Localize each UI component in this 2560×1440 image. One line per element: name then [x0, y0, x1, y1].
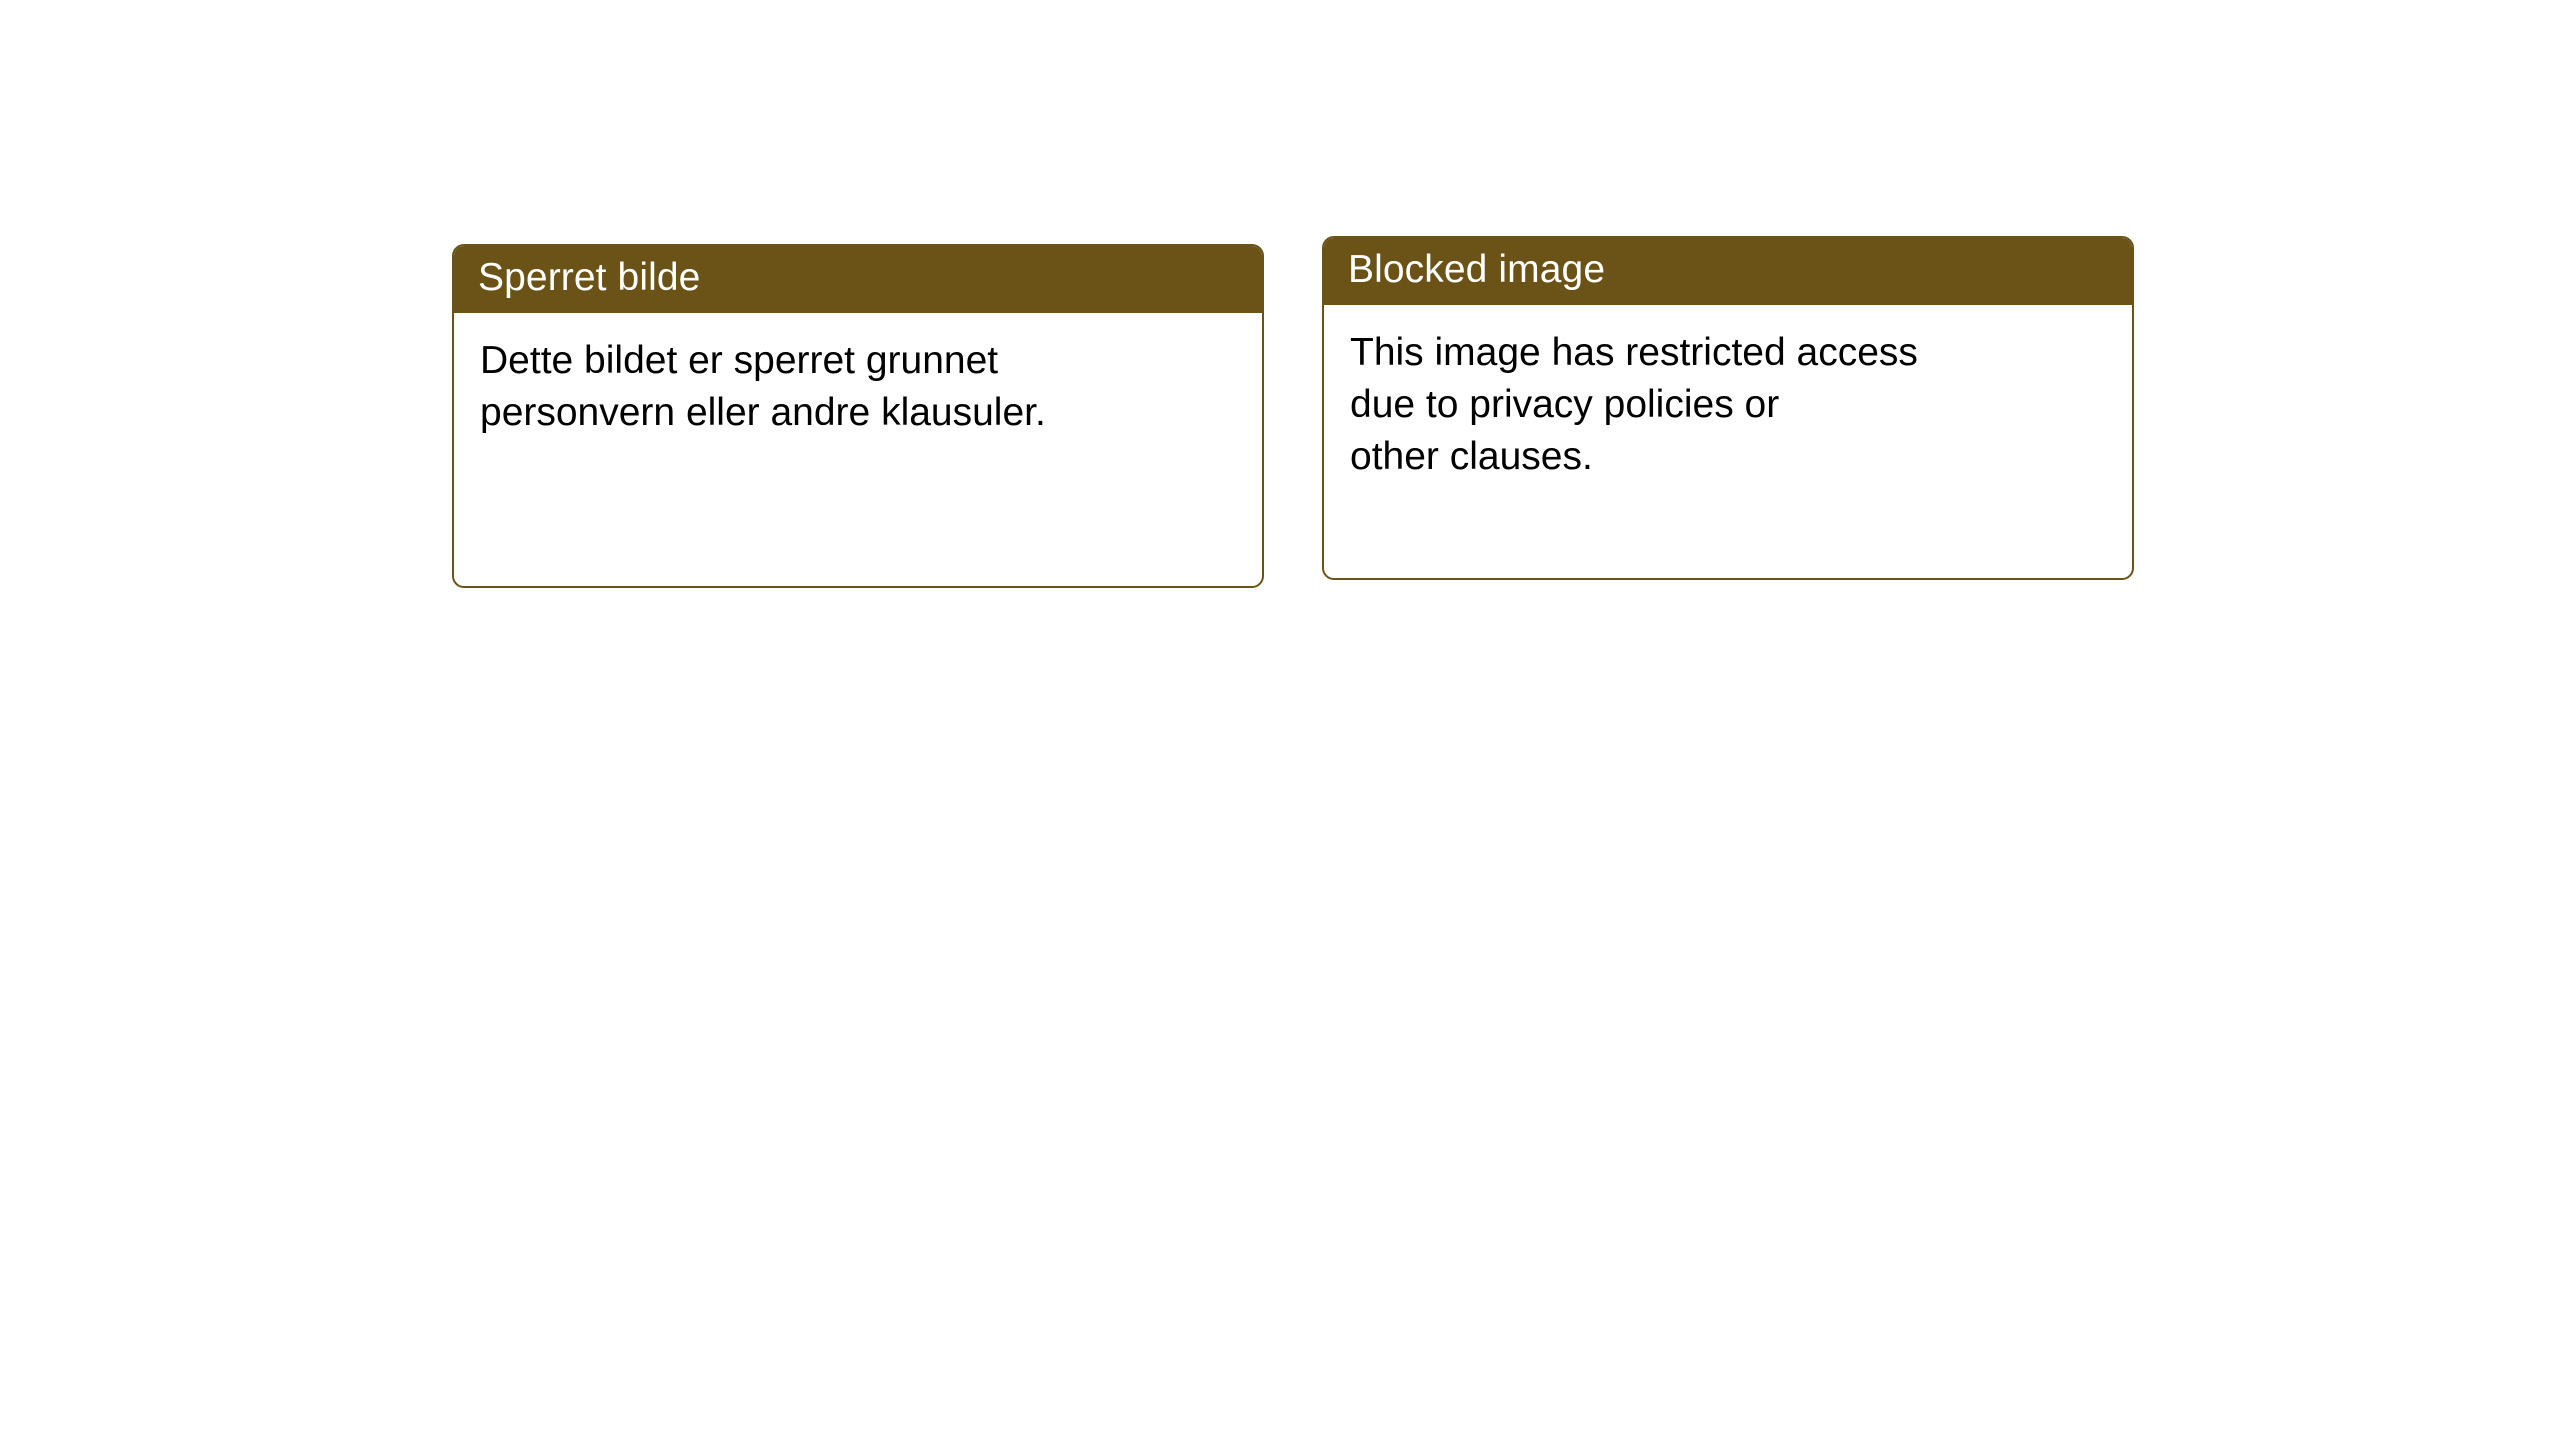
notice-title-en: Blocked image — [1324, 238, 2132, 305]
notice-body-line: due to privacy policies or — [1350, 382, 1780, 426]
notice-body-no — [454, 313, 1262, 463]
blocked-image-notice-en — [1322, 236, 2134, 580]
notice-body-line: This image has restricted access — [1350, 330, 1918, 374]
notice-body-line: personvern eller andre klausuler. — [480, 390, 1046, 434]
blocked-image-notice-no — [452, 244, 1264, 588]
notice-body-line: other clauses. — [1350, 434, 1593, 478]
notice-body-line: Dette bildet er sperret grunnet — [480, 338, 999, 382]
notice-title-no: Sperret bilde — [454, 246, 1262, 313]
notice-body-en — [1324, 305, 2132, 507]
